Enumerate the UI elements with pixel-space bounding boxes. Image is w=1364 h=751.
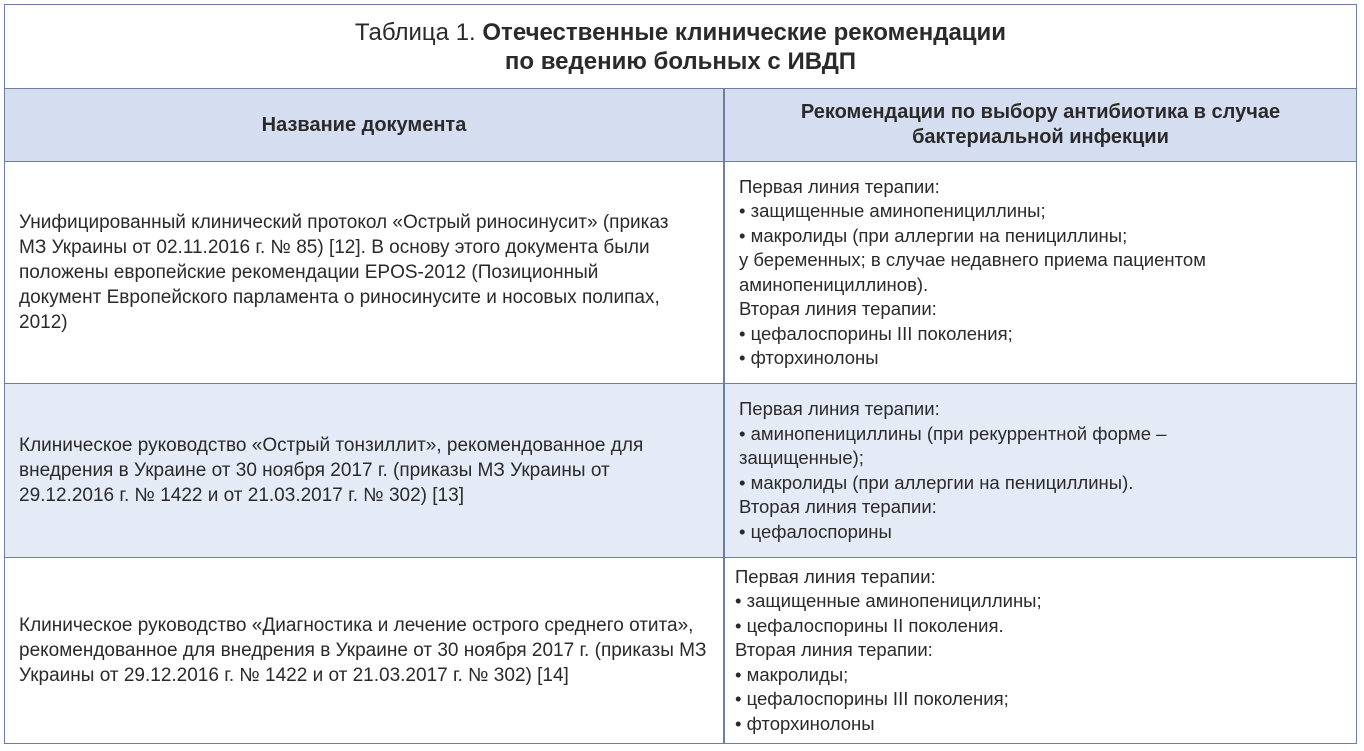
header-recommendations-line2: бактериальной инфекции bbox=[912, 126, 1169, 148]
table-row-tonsillitis bbox=[5, 384, 1356, 558]
rec-line: • цефалоспорины bbox=[739, 520, 892, 542]
column-divider bbox=[723, 162, 725, 383]
rec-line: • цефалоспорины III поколения; bbox=[739, 322, 1013, 344]
rec-line: • цефалоспорины III поколения; bbox=[735, 688, 1009, 710]
rec-line: Первая линия терапии: bbox=[735, 565, 936, 587]
header-recommendations-line1: Рекомендации по выбору антибиотика в случае bbox=[800, 101, 1281, 123]
table-title-prefix: Таблица 1. bbox=[354, 19, 476, 46]
header-document-name: Название документа bbox=[261, 113, 467, 136]
rec-line: • цефалоспорины II поколения. bbox=[735, 614, 1004, 636]
rec-line: • фторхинолоны bbox=[739, 347, 879, 368]
document-text: Клиническое руководство «Острый тонзиллит», рекомендованное для внедрения в Украине от 30 ноября 2017 г. (приказы МЗ Украины от 29.12.2016 г. № 1422 и от 21.03.2017 г. № 302) [13] bbox=[19, 435, 644, 506]
recommendation-cell bbox=[739, 162, 1349, 383]
recommendation-cell bbox=[739, 384, 1349, 557]
rec-line: • макролиды; bbox=[735, 663, 849, 685]
document-cell bbox=[19, 558, 709, 743]
table-row-rhinosinusitis bbox=[5, 162, 1356, 384]
rec-line: • макролиды (при аллергии на пенициллины; bbox=[739, 224, 1128, 246]
rec-line: Первая линия терапии: bbox=[739, 175, 940, 197]
rec-line: • аминопенициллины (при рекуррентной форме – bbox=[739, 422, 1167, 444]
rec-line: аминопенициллинов). bbox=[739, 273, 929, 295]
column-divider bbox=[723, 558, 725, 743]
rec-line: • макролиды (при аллергии на пенициллины). bbox=[739, 471, 1134, 493]
document-cell bbox=[19, 162, 709, 383]
rec-line: Вторая линия терапии: bbox=[735, 639, 933, 661]
rec-line: • защищенные аминопенициллины; bbox=[739, 200, 1046, 221]
rec-line: • фторхинолоны bbox=[735, 712, 875, 734]
rec-line: Вторая линия терапии: bbox=[739, 298, 937, 319]
table-header-row bbox=[5, 89, 1356, 162]
guidelines-table bbox=[4, 4, 1357, 744]
rec-line: защищенные); bbox=[739, 447, 864, 468]
rec-line: Вторая линия терапии: bbox=[739, 496, 937, 517]
document-cell bbox=[19, 384, 709, 557]
document-text: Клиническое руководство «Диагностика и лечение острого среднего отита», рекомендованное для внедрения в Украине от 30 ноября 2017 г. (приказы МЗ Украины от 29.12.2016 г. № 1422 и от 21.03.2017 г. № 302) [14] bbox=[19, 615, 707, 686]
column-divider bbox=[723, 384, 725, 557]
recommendation-cell bbox=[735, 558, 1345, 743]
document-text: Унифицированный клинический протокол «Острый риносинусит» (приказ МЗ Украины от 02.11.2016 г. № 85) [12]. В основу этого документа были положены европейские рекомендации EPOS-2012 (Позиционный документ Европейского парламента о риносинусите и носовых полипах, 2012) bbox=[19, 212, 669, 333]
table-title-line1: Отечественные клинические рекомендации bbox=[482, 19, 1007, 46]
rec-line: Первая линия терапии: bbox=[739, 398, 940, 419]
rec-line: • защищенные аминопенициллины; bbox=[735, 590, 1042, 612]
rec-line: у беременных; в случае недавнего приема пациентом bbox=[739, 249, 1206, 270]
header-recommendations bbox=[725, 89, 1356, 161]
table-title-line2: по ведению больных с ИВДП bbox=[504, 48, 857, 75]
table-title bbox=[5, 5, 1356, 89]
table-row-otitis bbox=[5, 558, 1356, 743]
